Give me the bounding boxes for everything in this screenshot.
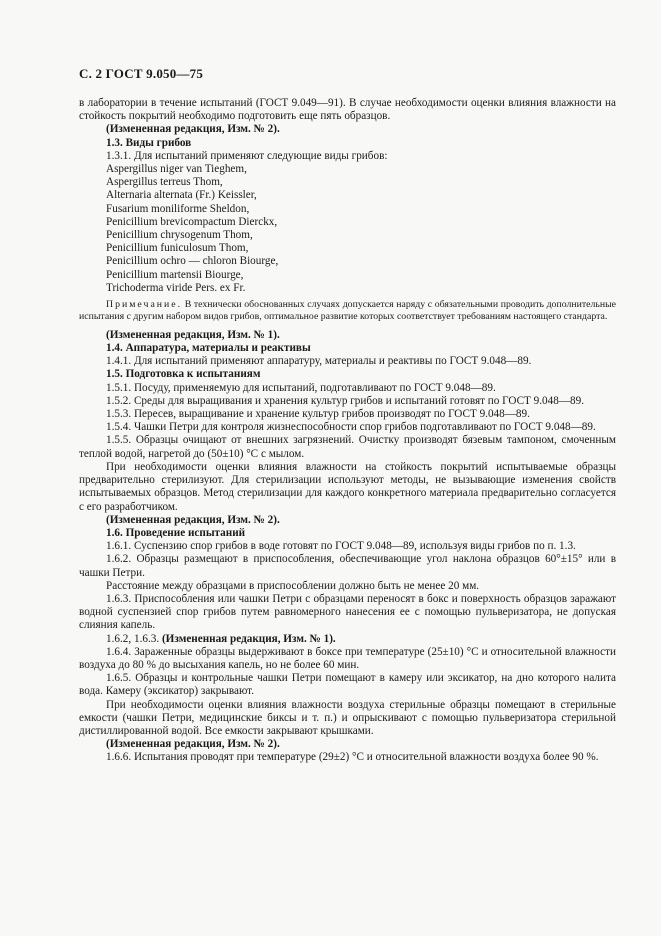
list-item: Penicillium chrysogenum Thom, <box>106 229 253 242</box>
note-label: Примечание. <box>106 299 183 311</box>
paragraph-1-6-5: 1.6.5. Образцы и контрольные чашки Петри помещают в камеру или эксикатор, на дно которого налита вода. Камеру (эксикатор) закрывают. <box>79 672 616 698</box>
note-text: В технически обоснованных случаях допускается наряду с обязательными проводить дополнительные испытания с другим набором видов грибов, оптимальное развитие которых соответствует требованиям настоящего стандарта. <box>79 299 617 323</box>
paragraph-1-5-3: 1.5.3. Пересев, выращивание и хранение культур грибов производят по ГОСТ 9.048—89. <box>106 408 530 421</box>
fungi-species-list <box>79 163 616 295</box>
list-item: Aspergillus terreus Thom, <box>106 176 223 189</box>
paragraph-1-5-4: 1.5.4. Чашки Петри для контроля жизнеспособности спор грибов подготавливают по ГОСТ 9.048—89. <box>106 421 596 434</box>
paragraph-1-6-2: 1.6.2. Образцы размещают в приспособления, обеспечивающие угол наклона образцов 60°±15° или в чашки Петри. <box>79 553 616 579</box>
paragraph-1-5-5: 1.5.5. Образцы очищают от внешних загрязнений. Очистку производят бязевым тампоном, смоченным теплой водой, нагретой до (50±10) °С с мылом. <box>79 434 616 460</box>
section-heading-1-5: 1.5. Подготовка к испытаниям <box>106 368 261 381</box>
paragraph-1-6-1: 1.6.1. Суспензию спор грибов в воде готовят по ГОСТ 9.048—89, используя виды грибов по п. 1.3. <box>106 540 576 553</box>
paragraph-1-6-5-humidity: При необходимости оценки влияния влажности воздуха стерильные образцы помещают в стерильные емкости (чашки Петри, медицинские биксы и т. п.) и опрыскивают с помощью пульверизатора стерильной дистиллированной водой. Все емкости закрывают крышками. <box>79 698 616 737</box>
paragraph-1-6-3: 1.6.3. Приспособления или чашки Петри с образцами переносят в бокс и поверхность образцов заражают водной суспензией спор грибов путем равномерного нанесения ее с помощью пульверизатора, не допуская слияния капель. <box>79 592 616 632</box>
revision-note: (Измененная редакция, Изм. № 1). <box>106 328 280 341</box>
list-item: Penicillium funiculosum Thom, <box>106 242 249 255</box>
list-item: Fusarium moniliforme Sheldon, <box>106 202 250 215</box>
revision-note: (Измененная редакция, Изм. № 2). <box>106 123 280 136</box>
page-header: С. 2 ГОСТ 9.050—75 <box>79 66 204 81</box>
revision-note: (Измененная редакция, Изм. № 1). <box>161 632 336 645</box>
section-heading-1-3: 1.3. Виды грибов <box>106 136 192 149</box>
paragraph-1-5-5-sterilization: При необходимости оценки влияния влажности на стойкость покрытий испытываемые образцы предварительно стерилизуют. Для стерилизации используют методы, не вызывающие изменения свойств испытываемых образцов. Метод стерилизации для каждого конкретного материала предварительно согласуется с его разработчиком. <box>79 460 616 513</box>
revision-note-1-6-2-1-6-3 <box>79 633 616 646</box>
paragraph-1-6-4: 1.6.4. Зараженные образцы выдерживают в боксе при температуре (25±10) °С и относительной влажности воздуха до 80 % до высыхания капель, но не более 60 мин. <box>79 645 616 671</box>
list-item: Alternaria alternata (Fr.) Keissler, <box>106 189 257 202</box>
list-item: Trichoderma viride Pers. ex Fr. <box>106 281 246 294</box>
list-item: Penicillium brevicompactum Dierckx, <box>106 215 278 228</box>
paragraph-1-6-2-distance: Расстояние между образцами в приспособлении должно быть не менее 20 мм. <box>106 579 480 592</box>
paragraph-1-4-1: 1.4.1. Для испытаний применяют аппаратуру, материалы и реактивы по ГОСТ 9.048—89. <box>106 355 532 368</box>
list-item: Penicillium ochro — chloron Biourge, <box>106 255 279 268</box>
revision-note: (Измененная редакция, Изм. № 2). <box>106 738 280 751</box>
paragraph-1-3-1: 1.3.1. Для испытаний применяют следующие виды грибов: <box>106 149 388 162</box>
paragraph-1-5-1: 1.5.1. Посуду, применяемую для испытаний, подготавливают по ГОСТ 9.048—89. <box>106 381 496 394</box>
clause-numbers: 1.6.2, 1.6.3. <box>106 632 160 645</box>
list-item: Penicillium martensii Biourge, <box>106 268 244 281</box>
list-item: Aspergillus niger van Tieghem, <box>106 163 247 176</box>
paragraph-1-5-2: 1.5.2. Среды для выращивания и хранения культур грибов и испытаний готовят по ГОСТ 9.048—89. <box>106 394 585 407</box>
note <box>79 299 616 324</box>
section-heading-1-4: 1.4. Аппаратура, материалы и реактивы <box>106 342 311 355</box>
revision-note: (Измененная редакция, Изм. № 2). <box>106 513 280 526</box>
paragraph-1-6-6: 1.6.6. Испытания проводят при температуре (29±2) °С и относительной влажности воздуха более 90 %. <box>106 751 599 764</box>
document-body <box>79 97 616 765</box>
section-heading-1-6: 1.6. Проведение испытаний <box>106 526 246 539</box>
paragraph-intro: в лаборатории в течение испытаний (ГОСТ 9.049—91). В случае необходимости оценки влияния влажности на стойкость покрытий необходимо подготовить еще пять образцов. <box>79 97 616 123</box>
